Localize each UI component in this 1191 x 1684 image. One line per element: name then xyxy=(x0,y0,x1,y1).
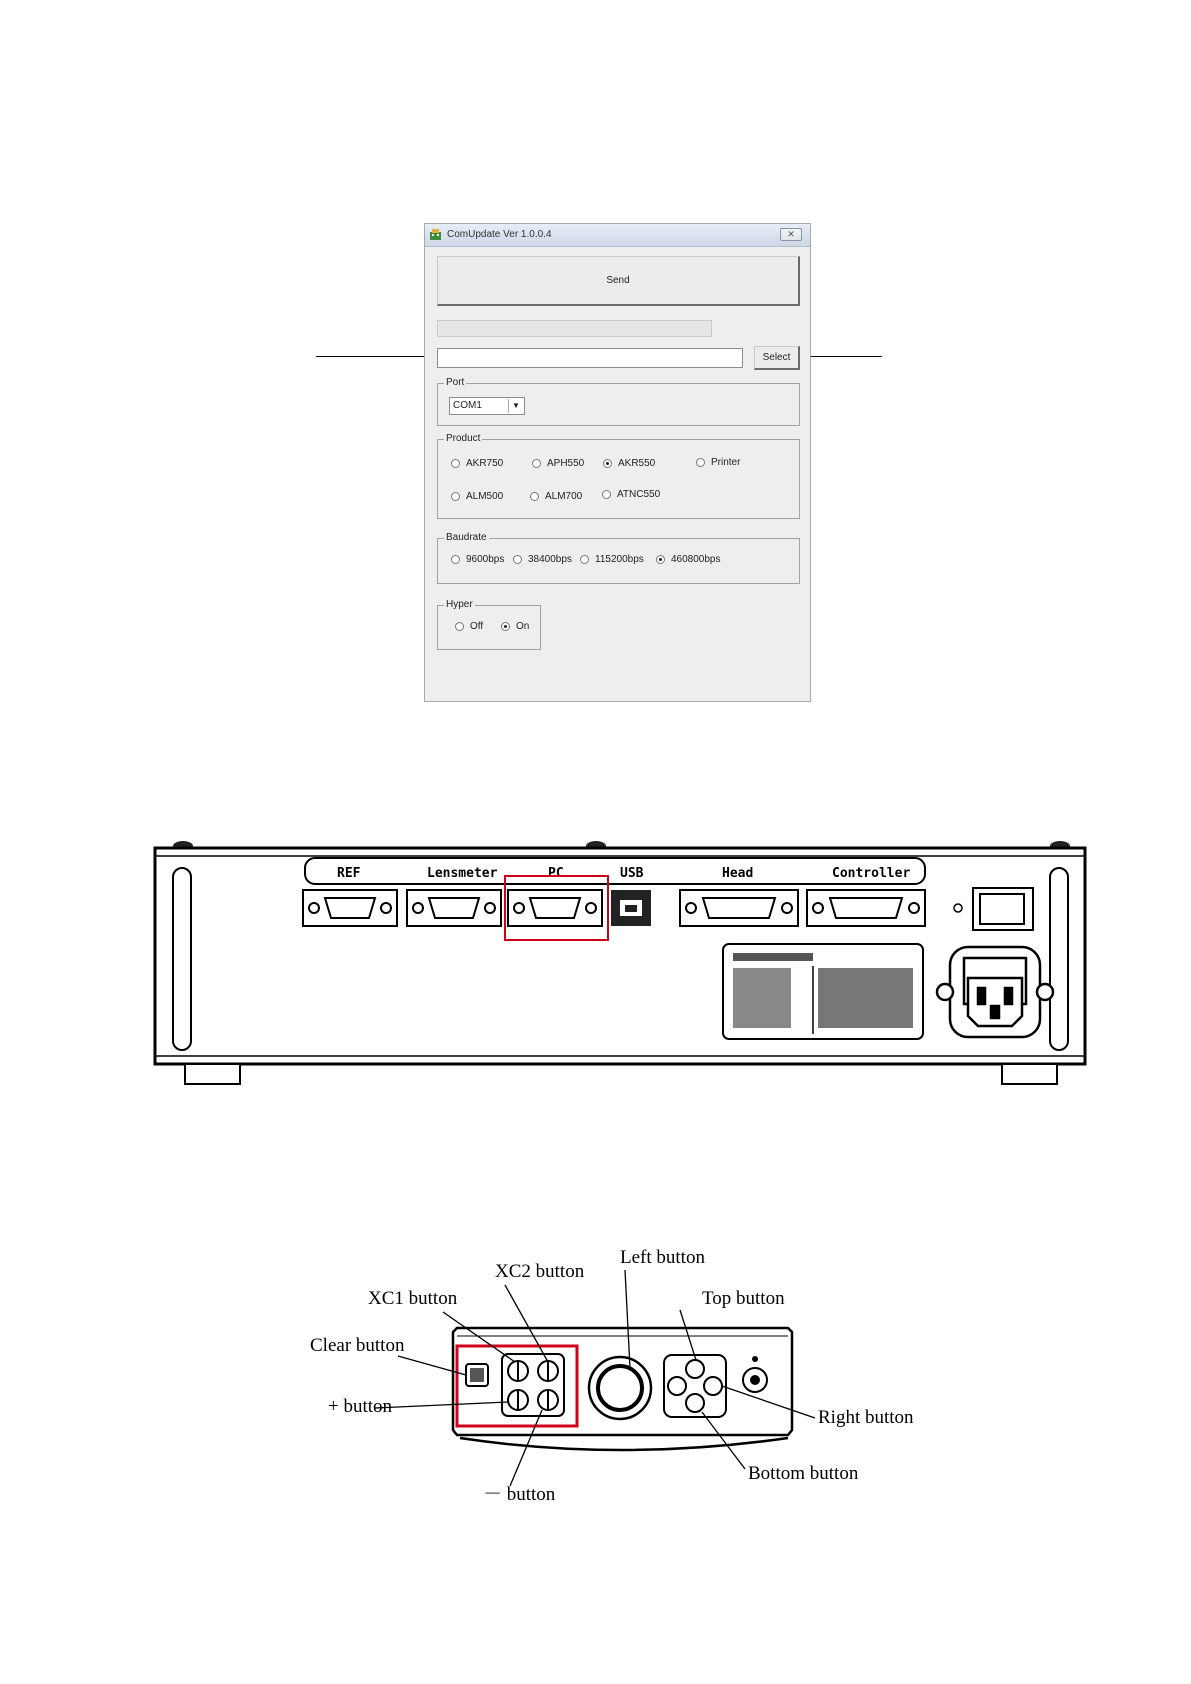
port-group xyxy=(437,377,800,426)
radio-label: ALM700 xyxy=(545,491,583,502)
pc-connector xyxy=(508,890,602,926)
radio-label: ATNC550 xyxy=(617,489,661,500)
select-button[interactable] xyxy=(754,346,800,370)
label-plus-button: + button xyxy=(328,1396,393,1417)
radio-38400bps[interactable] xyxy=(513,554,572,565)
radio-dot[interactable] xyxy=(580,555,589,564)
rear-panel-illustration xyxy=(150,838,1090,1093)
radio-label: On xyxy=(516,621,530,632)
close-button[interactable]: ✕ xyxy=(780,228,802,241)
radio-dot[interactable] xyxy=(602,490,611,499)
radio-hyper-off[interactable] xyxy=(455,621,483,632)
radio-printer[interactable] xyxy=(696,457,740,468)
hyper-legend: Hyper xyxy=(446,599,473,610)
port-value: COM1 xyxy=(453,400,482,411)
port-label-usb: USB xyxy=(620,866,644,881)
bottom-button xyxy=(686,1394,704,1412)
radio-dot[interactable] xyxy=(513,555,522,564)
select-button-label: Select xyxy=(762,352,791,363)
label-right-button: Right button xyxy=(818,1407,914,1428)
title-bar xyxy=(425,224,810,247)
ref-connector xyxy=(303,890,397,926)
baudrate-legend: Baudrate xyxy=(446,532,487,543)
radio-dot-selected[interactable] xyxy=(603,459,612,468)
radio-akr750[interactable] xyxy=(451,458,503,469)
front-panel-illustration xyxy=(300,1240,950,1510)
top-button xyxy=(686,1360,704,1378)
radio-115200bps[interactable] xyxy=(580,554,644,565)
radio-label: AKR750 xyxy=(466,458,504,469)
lensmeter-connector xyxy=(407,890,501,926)
port-select[interactable] xyxy=(449,397,525,415)
radio-atnc550[interactable] xyxy=(602,489,660,500)
usb-connector xyxy=(611,890,651,926)
radio-460800bps[interactable] xyxy=(656,554,721,565)
radio-label: 9600bps xyxy=(466,554,505,565)
radio-label: 38400bps xyxy=(528,554,572,565)
label-left-button: Left button xyxy=(620,1247,705,1268)
radio-akr550[interactable] xyxy=(603,458,655,469)
radio-dot[interactable] xyxy=(451,459,460,468)
radio-label: APH550 xyxy=(547,458,585,469)
ac-inlet xyxy=(937,947,1053,1037)
radio-dot-selected[interactable] xyxy=(656,555,665,564)
left-button xyxy=(668,1377,686,1395)
radio-dot[interactable] xyxy=(696,458,705,467)
radio-dot[interactable] xyxy=(451,555,460,564)
baudrate-group xyxy=(437,532,800,584)
radio-label: Off xyxy=(470,621,484,632)
head-connector xyxy=(680,890,798,926)
product-group xyxy=(437,433,800,519)
label-xc2-button: XC2 button xyxy=(495,1261,585,1282)
product-legend: Product xyxy=(446,433,481,444)
radio-dot[interactable] xyxy=(532,459,541,468)
rating-label xyxy=(723,944,923,1039)
radio-label: ALM500 xyxy=(466,491,504,502)
port-label-head: Head xyxy=(722,866,754,881)
window-title: ComUpdate Ver 1.0.0.4 xyxy=(447,229,552,240)
radio-label: 460800bps xyxy=(671,554,721,565)
label-top-button: Top button xyxy=(702,1288,785,1309)
radio-alm500[interactable] xyxy=(451,491,503,502)
callout-line-file xyxy=(316,356,434,357)
controller-connector xyxy=(807,890,925,926)
radio-dot[interactable] xyxy=(455,622,464,631)
radio-9600bps[interactable] xyxy=(451,554,504,565)
port-label-pc: PC xyxy=(548,866,564,881)
radio-dot[interactable] xyxy=(530,492,539,501)
comupdate-window xyxy=(424,223,811,702)
radio-hyper-on[interactable] xyxy=(501,621,529,632)
app-icon xyxy=(429,228,442,241)
radio-label: 115200bps xyxy=(595,554,644,565)
label-bottom-button: Bottom button xyxy=(748,1463,859,1484)
radio-dot-selected[interactable] xyxy=(501,622,510,631)
port-legend: Port xyxy=(446,377,465,388)
port-label-ref: REF xyxy=(337,866,361,881)
label-xc1-button: XC1 button xyxy=(368,1288,458,1309)
progress-bar xyxy=(437,320,712,337)
radio-label: AKR550 xyxy=(618,458,656,469)
hyper-group xyxy=(437,599,541,650)
port-label-controller: Controller xyxy=(832,866,911,881)
power-switch xyxy=(973,888,1033,930)
radio-label: Printer xyxy=(711,457,741,468)
file-path-input[interactable] xyxy=(437,348,743,368)
chevron-down-icon[interactable]: ▼ xyxy=(508,399,523,413)
send-button[interactable] xyxy=(437,256,800,306)
label-clear-button: Clear button xyxy=(310,1335,405,1356)
radio-dot[interactable] xyxy=(451,492,460,501)
label-minus-button: － button xyxy=(483,1484,556,1505)
radio-alm700[interactable] xyxy=(530,491,582,502)
port-label-lensmeter: Lensmeter xyxy=(427,866,498,881)
right-button xyxy=(704,1377,722,1395)
send-button-label: Send xyxy=(606,275,630,286)
radio-aph550[interactable] xyxy=(532,458,584,469)
